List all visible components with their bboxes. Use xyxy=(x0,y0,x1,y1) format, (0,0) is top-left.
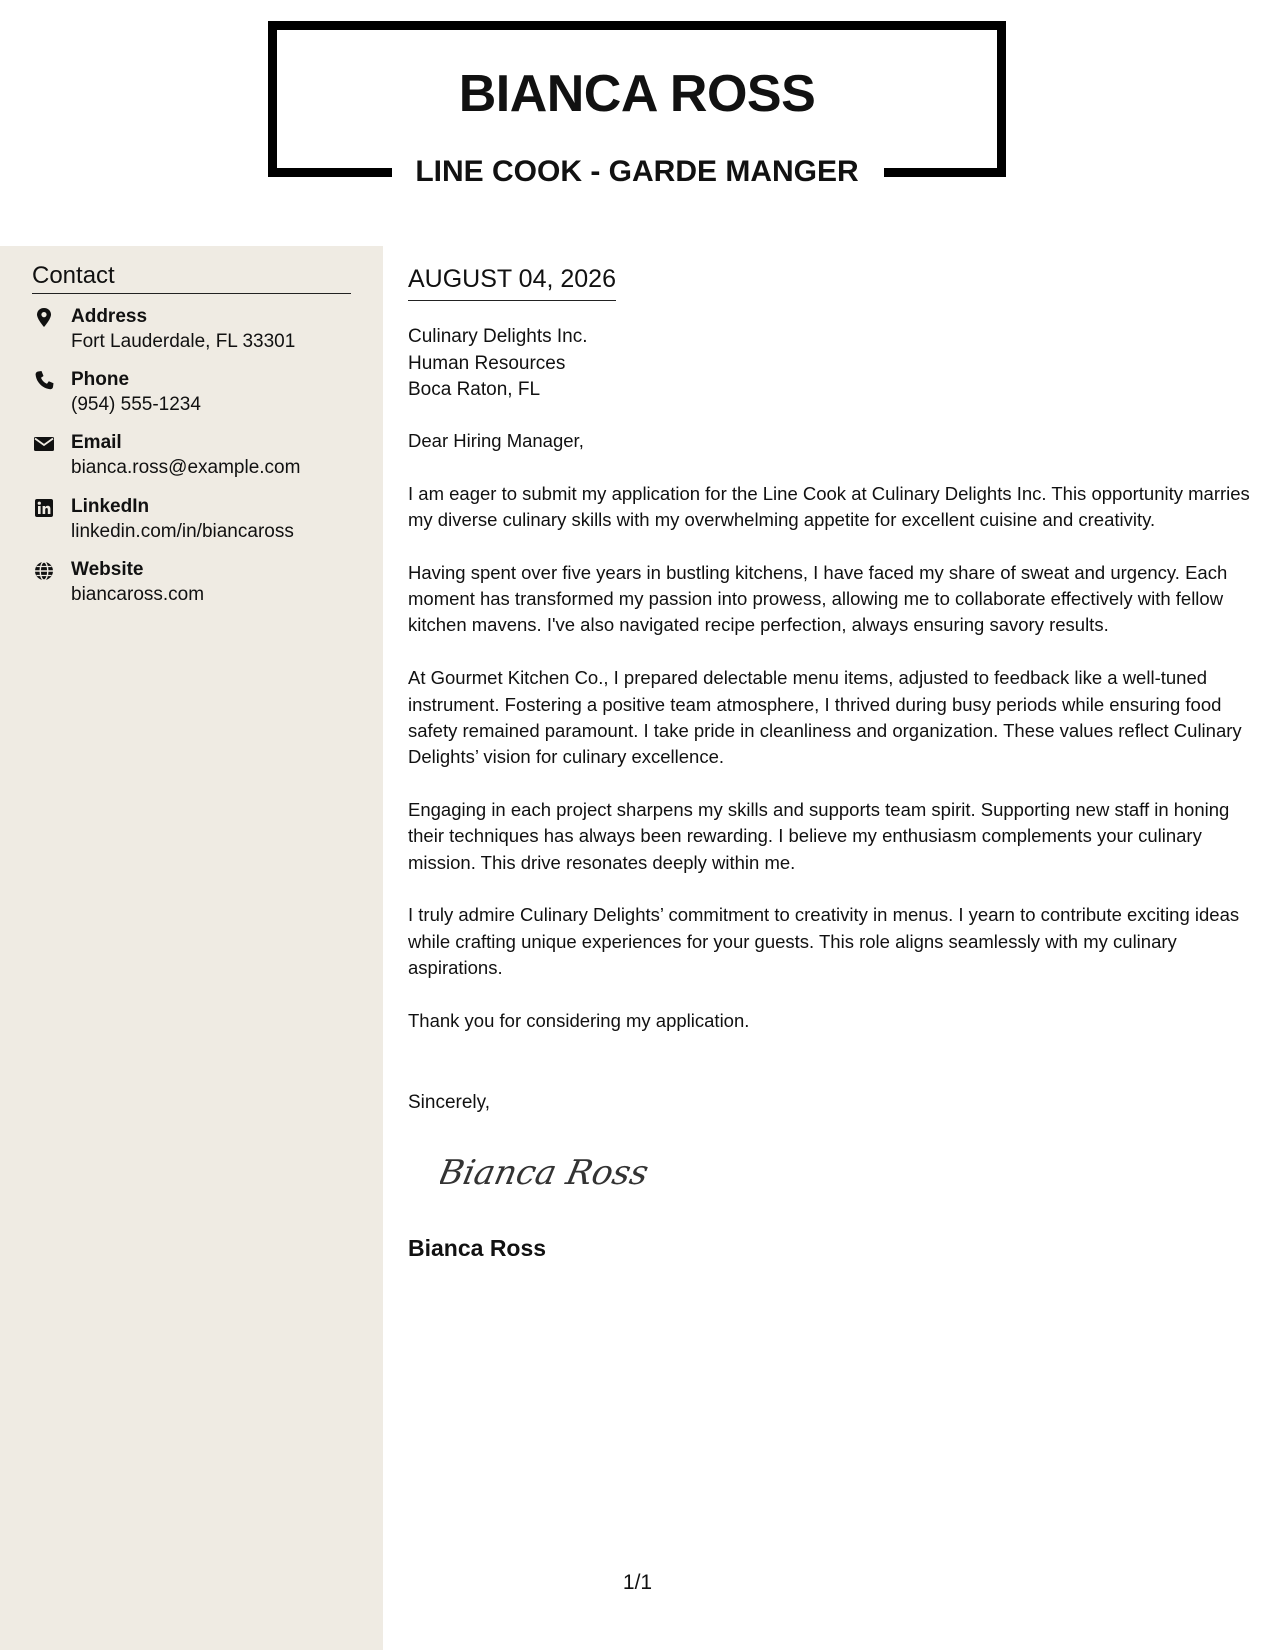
contact-value: (954) 555-1234 xyxy=(71,394,201,415)
recipient-block xyxy=(408,324,588,404)
letter-date: AUGUST 04, 2026 xyxy=(408,264,616,301)
signature-image xyxy=(440,1148,650,1198)
signature-text: Bianca Ross xyxy=(440,1153,650,1193)
map-pin-icon xyxy=(32,307,58,329)
contact-label: Website xyxy=(71,559,144,580)
contact-value: bianca.ross@example.com xyxy=(71,457,301,478)
paragraph: Engaging in each project sharpens my skills and supports team spirit. Supporting new staff in honing their techniques has always been rewarding. I believe my enthusiasm complements your culinary mission. This drive resonates deeply within me. xyxy=(408,798,1230,873)
phone-icon xyxy=(32,370,58,392)
page-number: 1/1 xyxy=(622,1571,653,1594)
envelope-icon xyxy=(32,433,58,455)
job-title: LINE COOK - GARDE MANGER xyxy=(415,155,859,188)
paragraph: I truly admire Culinary Delights’ commitment to creativity in menus. I yearn to contribute exciting ideas while crafting unique experiences for your guests. This role aligns seamlessly with my culinary aspirations. xyxy=(408,904,1240,978)
letter-body xyxy=(408,428,1253,1061)
recipient-location: Boca Raton, FL xyxy=(408,379,541,400)
paragraph: I am eager to submit my application for the Line Cook at Culinary Delights Inc. This opportunity marries my diverse culinary skills with my overwhelming appetite for excellent cuisine and creativity. xyxy=(408,482,1250,531)
signer-name: Bianca Ross xyxy=(408,1235,547,1261)
contact-heading: Contact xyxy=(32,262,351,294)
paragraph: Having spent over five years in bustling kitchens, I have faced my share of sweat and urgency. Each moment has transformed my passion into prowess, allowing me to collaborate effectively with fellow kitchen mavens. I've also navigated recipe perfection, always ensuring savory results. xyxy=(408,561,1228,636)
candidate-name: BIANCA ROSS xyxy=(458,65,816,123)
recipient-department: Human Resources xyxy=(408,352,566,374)
contact-value: biancaross.com xyxy=(71,584,205,605)
contact-label: Email xyxy=(71,432,122,453)
contact-label: LinkedIn xyxy=(71,496,150,517)
paragraph: At Gourmet Kitchen Co., I prepared delectable menu items, adjusted to feedback like a well-tuned instrument. Fostering a positive team atmosphere, I thrived during busy periods while ensuring food safety remained paramount. I take pride in cleanliness and organization. These values reflect Culinary Delights’ vision for culinary excellence. xyxy=(408,667,1242,768)
contact-label: Address xyxy=(71,306,148,327)
recipient-company: Culinary Delights Inc. xyxy=(408,326,588,347)
closing: Sincerely, xyxy=(408,1092,491,1113)
linkedin-icon xyxy=(32,497,58,519)
contact-value: linkedin.com/in/biancaross xyxy=(71,521,294,542)
globe-icon xyxy=(32,560,58,582)
contact-label: Phone xyxy=(71,369,130,390)
contact-value: Fort Lauderdale, FL 33301 xyxy=(71,331,296,352)
paragraph: Thank you for considering my application. xyxy=(408,1009,750,1031)
salutation: Dear Hiring Manager, xyxy=(408,430,584,451)
